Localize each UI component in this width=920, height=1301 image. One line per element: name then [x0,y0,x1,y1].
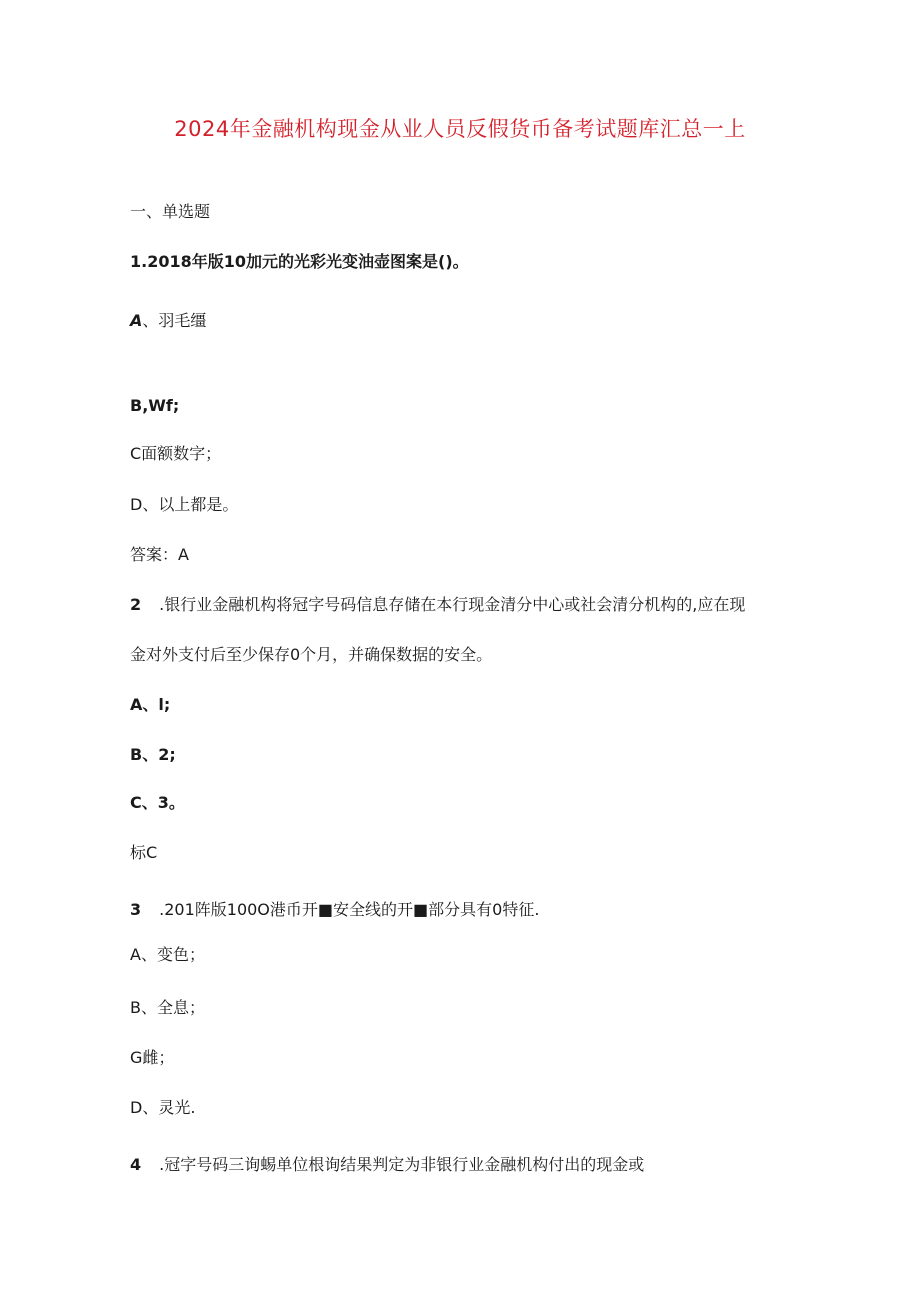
question-2-option-c: C、3。 [130,793,185,812]
question-2-stem-line1 [130,594,745,616]
section-heading: 一、单选题 [130,202,211,221]
question-2-stem-text: .银行业金融机构将冠字号码信息存储在本行现金清分中心或社会清分机构的,应在现 [159,595,746,614]
question-3-number: 3 [130,900,142,919]
question-3-option-d: D、灵光. [130,1098,196,1117]
question-1-stem: 1.2018年版10加元的光彩光变油壶图案是()。 [130,252,469,271]
question-3-option-a: A、变色； [130,945,205,964]
question-3-stem [130,899,539,921]
question-1-option-a-text: 、羽毛缰 [142,311,207,330]
question-4-stem [130,1154,644,1176]
question-1-answer: 答案：A [130,545,189,564]
question-4-number: 4 [130,1155,142,1174]
question-1-option-b: B,Wf; [130,396,180,415]
question-2-number: 2 [130,595,142,614]
question-1-option-a [130,310,206,332]
question-2-stem-line2: 金对外支付后至少保存0个月，并确保数据的安全。 [130,645,493,664]
question-1-option-d: D、以上都是。 [130,495,239,514]
question-2-option-a: A、l; [130,695,171,714]
question-3-option-b: B、全息； [130,998,205,1017]
question-2-option-b: B、2; [130,745,176,764]
question-1-option-a-letter: A [130,311,143,330]
question-3-option-c: G雌； [130,1048,175,1067]
question-3-stem-text: .201阵版100O港币开■安全线的开■部分具有0特征. [159,900,540,919]
question-2-answer: 标C [130,843,158,862]
question-4-stem-text: .冠字号码三询蜴单位根询结果判定为非银行业金融机构付出的现金或 [159,1155,645,1174]
question-1-option-c: C面额数字； [130,444,222,463]
document-title: 2024年金融机构现金从业人员反假货币备考试题库汇总一上 [174,117,746,141]
